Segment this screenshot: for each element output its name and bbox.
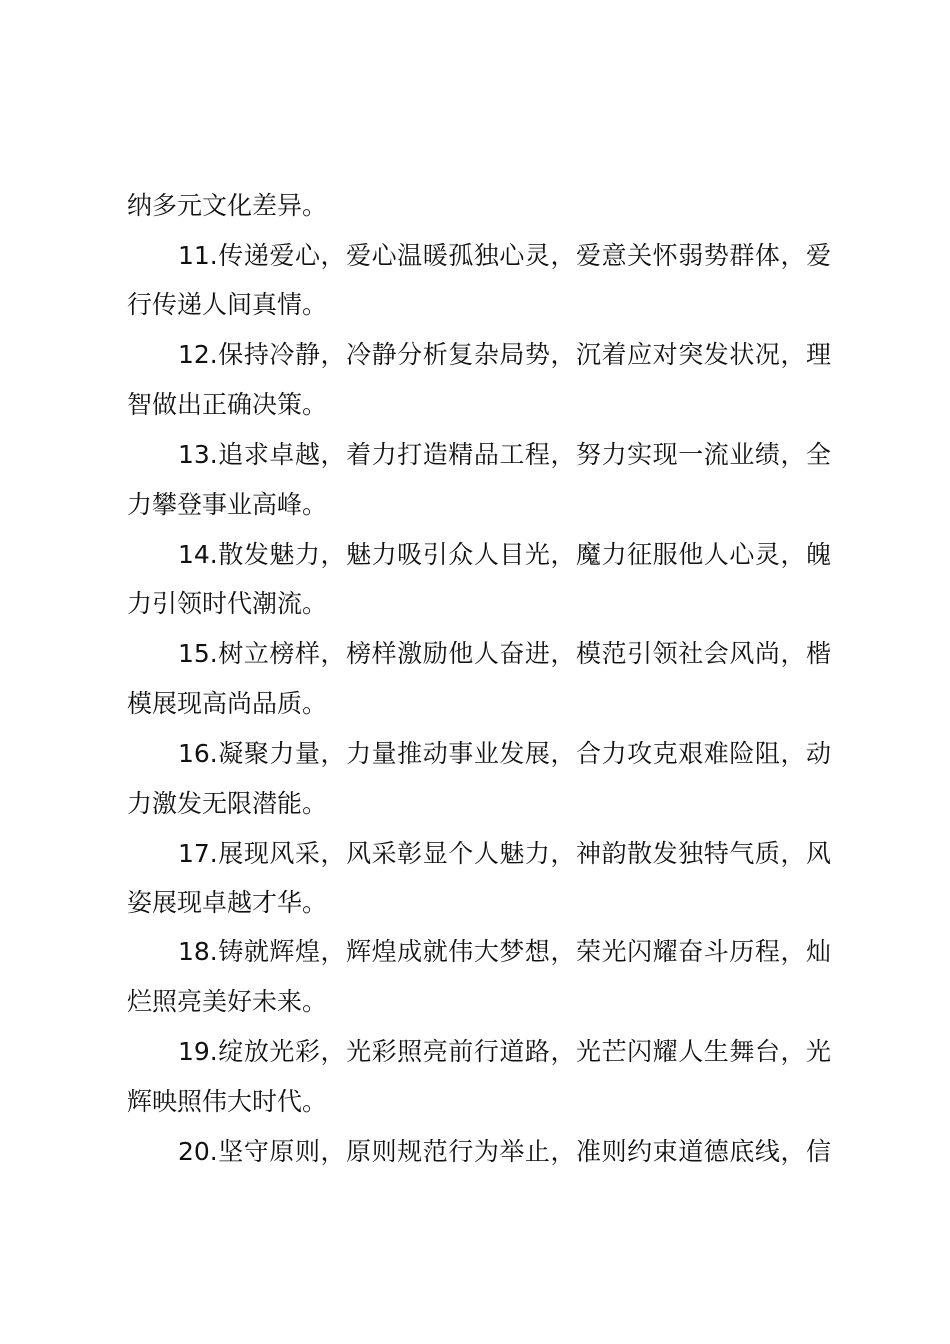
list-item-18-line-2: 烂照亮美好未来。 [127, 987, 328, 1016]
list-item-13-line-1: 13.追求卓越，着力打造精品工程，努力实现一流业绩，全 [178, 440, 831, 469]
list-item-14-line-2: 力引领时代潮流。 [127, 589, 328, 618]
list-item-14-line-1: 14.散发魅力，魅力吸引众人目光，魔力征服他人心灵，魄 [178, 540, 831, 569]
list-item-18-line-1: 18.铸就辉煌，辉煌成就伟大梦想，荣光闪耀奋斗历程，灿 [178, 937, 831, 966]
list-item-15-line-1: 15.树立榜样，榜样激励他人奋进，模范引领社会风尚，楷 [178, 639, 831, 668]
list-item-15-line-2: 模展现高尚品质。 [127, 689, 328, 718]
list-item-16-line-1: 16.凝聚力量，力量推动事业发展，合力攻克艰难险阻，动 [178, 739, 831, 768]
list-item-12-line-1: 12.保持冷静，冷静分析复杂局势，沉着应对突发状况，理 [178, 340, 831, 369]
list-item-13-line-2: 力攀登事业高峰。 [127, 490, 328, 519]
list-item-17-line-2: 姿展现卓越才华。 [127, 888, 328, 917]
list-item-12-line-2: 智做出正确决策。 [127, 390, 328, 419]
list-item-16-line-2: 力激发无限潜能。 [127, 789, 328, 818]
list-item-17-line-1: 17.展现风采，风采彰显个人魅力，神韵散发独特气质，风 [178, 839, 831, 868]
list-item-19-line-1: 19.绽放光彩，光彩照亮前行道路，光芒闪耀人生舞台，光 [178, 1037, 831, 1066]
list-item-19-line-2: 辉映照伟大时代。 [127, 1087, 328, 1116]
text-line: 纳多元文化差异。 [127, 191, 328, 220]
list-item-20-line-1: 20.坚守原则，原则规范行为举止，准则约束道德底线，信 [178, 1137, 831, 1166]
list-item-11-line-1: 11.传递爱心，爱心温暖孤独心灵，爱意关怀弱势群体，爱 [178, 241, 831, 270]
list-item-11-line-2: 行传递人间真情。 [127, 290, 328, 319]
